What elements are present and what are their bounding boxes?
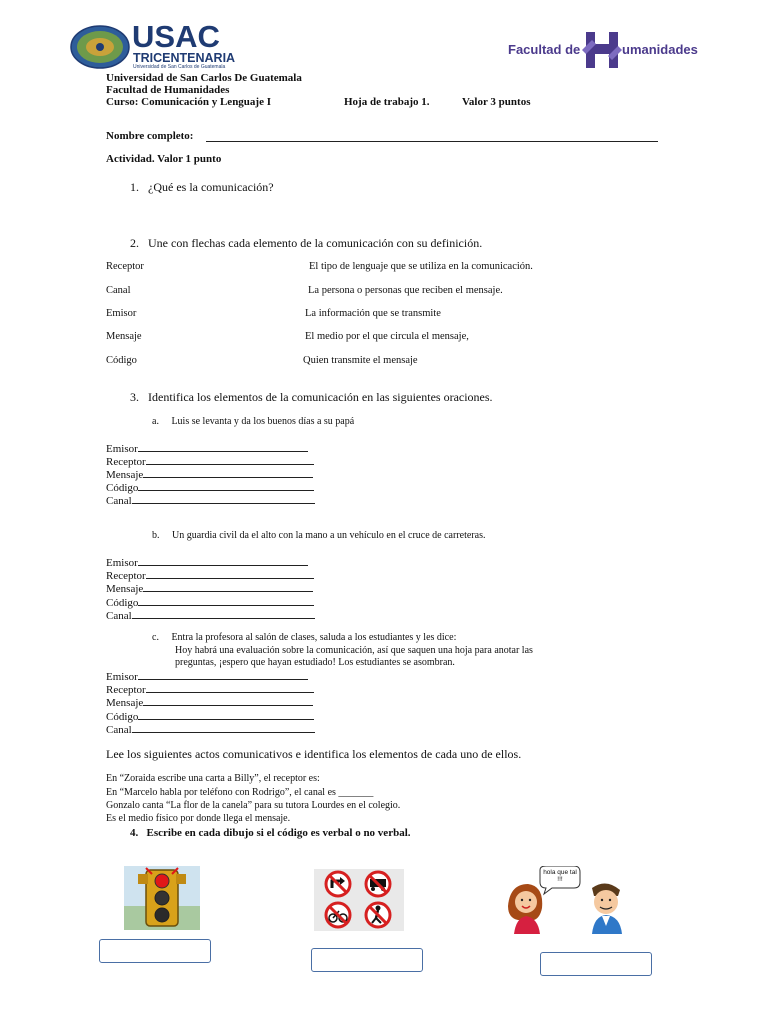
field-row-canal[interactable] <box>106 607 315 623</box>
match-left-item: Código <box>106 355 137 366</box>
traffic-light-icon <box>124 866 200 930</box>
field-label: Receptor <box>106 570 146 582</box>
match-right-item: La información que se transmite <box>305 308 441 319</box>
usac-seal-icon <box>70 25 130 69</box>
field-label: Emisor <box>106 443 138 455</box>
field-label: Receptor <box>106 684 146 696</box>
field-row-canal[interactable] <box>106 492 315 508</box>
field-label: Emisor <box>106 557 138 569</box>
humanidades-text-before: Facultad de <box>508 42 581 57</box>
match-left-item: Receptor <box>106 261 144 272</box>
prohibition-signs-icon <box>314 869 404 931</box>
field-label: Canal <box>106 495 132 507</box>
field-row-canal[interactable] <box>106 721 315 737</box>
sentence-c-line1: c. Entra la profesora al salón de clases, saluda a los estudiantes y les dice: <box>152 632 457 643</box>
answer-box-signs[interactable] <box>311 948 423 972</box>
faculty-name: Facultad de Humanidades <box>106 84 230 96</box>
usac-tricentenaria: TRICENTENARIA <box>133 51 236 65</box>
question-1: 1. ¿Qué es la comunicación? <box>130 180 274 194</box>
field-label: Código <box>106 597 139 609</box>
worksheet-value: Valor 3 puntos <box>462 96 531 108</box>
match-left-item: Canal <box>106 285 131 296</box>
field-label: Código <box>106 482 139 494</box>
usac-logo <box>70 19 255 70</box>
question-3: 3. Identifica los elementos de la comunicación en las siguientes oraciones. <box>130 390 493 404</box>
course-name: Curso: Comunicación y Lenguaje I <box>106 96 272 108</box>
field-label: Mensaje <box>106 583 144 595</box>
university-name: Universidad de San Carlos De Guatemala <box>106 72 302 84</box>
activity-title: Actividad. Valor 1 punto <box>106 153 222 165</box>
field-label: Receptor <box>106 456 146 468</box>
speech-bubble-text: hola que tal !!! <box>543 869 577 883</box>
sentence-a: a. Luis se levanta y da los buenos días a su papá <box>152 416 355 427</box>
humanidades-text-after: umanidades <box>622 42 698 57</box>
field-label: Canal <box>106 610 132 622</box>
match-left-item: Emisor <box>106 308 137 319</box>
match-right-item: La persona o personas que reciben el mensaje. <box>308 285 503 296</box>
name-label: Nombre completo: <box>106 130 194 142</box>
usac-brand: USAC <box>132 19 220 54</box>
answer-box-conversation[interactable] <box>540 952 652 976</box>
humanidades-h-icon <box>582 30 622 70</box>
lee-instruction: Lee los siguientes actos comunicativos e identifica los elementos de cada uno de ellos. <box>106 747 522 761</box>
field-label: Código <box>106 711 139 723</box>
field-label: Canal <box>106 724 132 736</box>
act-line: En “Zoraida escribe una carta a Billy”, el receptor es: <box>106 773 320 784</box>
match-right-item: El tipo de lenguaje que se utiliza en la comunicación. <box>309 261 533 272</box>
act-line: Gonzalo canta “La flor de la canela” para su tutora Lourdes en el colegio. <box>106 800 401 811</box>
traffic-light-image <box>124 866 200 930</box>
act-line: En “Marcelo habla por teléfono con Rodrigo”, el canal es _______ <box>106 787 374 798</box>
field-label: Mensaje <box>106 697 144 709</box>
field-label: Emisor <box>106 671 138 683</box>
name-line[interactable] <box>206 141 658 142</box>
answer-box-traffic-light[interactable] <box>99 939 211 963</box>
match-right-item: Quien transmite el mensaje <box>303 355 418 366</box>
sentence-b: b. Un guardia civil da el alto con la mano a un vehículo en el cruce de carreteras. <box>152 530 486 541</box>
match-right-item: El medio por el que circula el mensaje, <box>305 331 469 342</box>
sentence-c-line3: preguntas, ¡espero que hayan estudiado! Los estudiantes se asombran. <box>175 657 455 668</box>
field-label: Mensaje <box>106 469 144 481</box>
act-line: Es el medio físico por donde llega el mensaje. <box>106 813 291 824</box>
question-4: 4. Escribe en cada dibujo si el código es verbal o no verbal. <box>130 827 411 839</box>
conversation-image <box>500 866 636 936</box>
sentence-c-line2: Hoy habrá una evaluación sobre la comunicación, así que saquen una hoja para anotar las <box>175 645 533 656</box>
prohibition-signs-image <box>314 869 404 931</box>
match-left-item: Mensaje <box>106 331 142 342</box>
worksheet-number: Hoja de trabajo 1. <box>344 96 430 108</box>
humanidades-logo <box>508 30 718 70</box>
question-2: 2. Une con flechas cada elemento de la comunicación con su definición. <box>130 236 483 250</box>
usac-tagline: Universidad de San Carlos de Guatemala <box>133 64 226 70</box>
